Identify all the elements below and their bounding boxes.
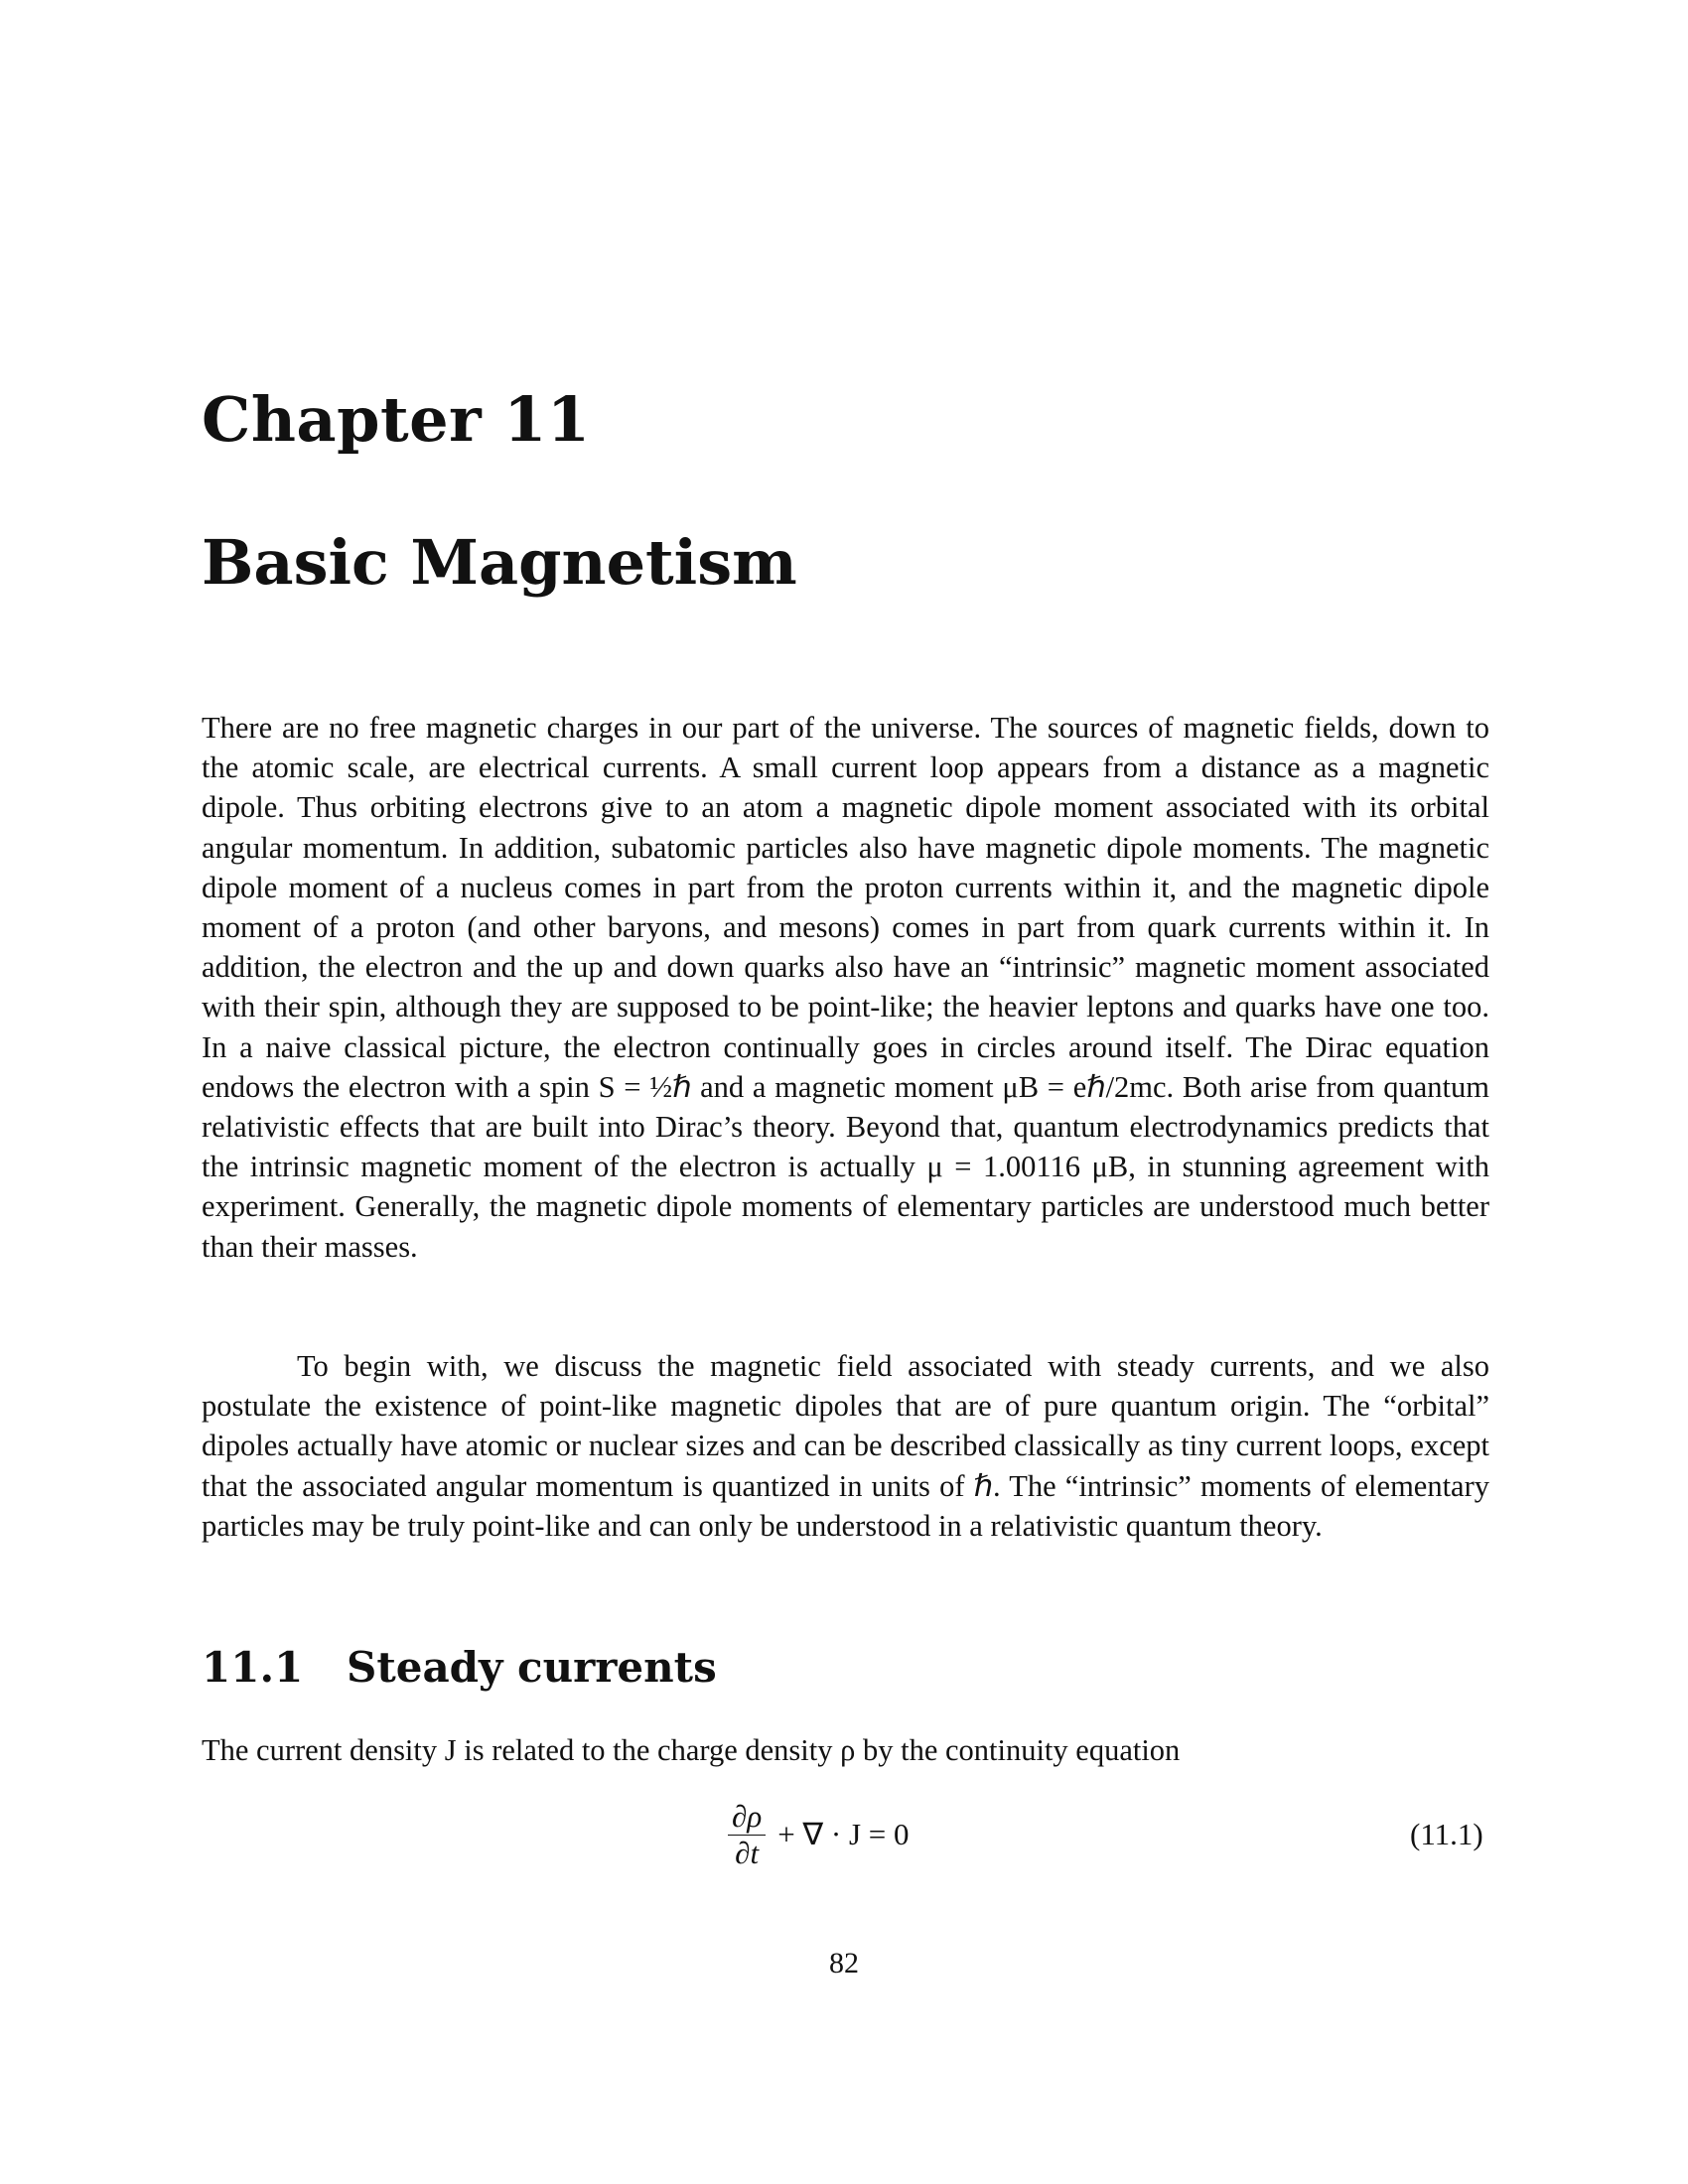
chapter-label: Chapter 11 [202, 383, 591, 456]
equation-rest: + ∇ · J = 0 [777, 1817, 910, 1851]
intro-paragraph-2: To begin with, we discuss the magnetic field associated with steady currents, and we also postulate the existence of point-like magnetic dipoles that are of pure quantum origin. The “orbital” dipoles actually have atomic or nuclear sizes and can be described classically as tiny current loops, except that the associated angular momentum is quantized in units of ℏ. The “intrinsic” moments of elementary particles may be truly point-like and can only be understood in a relativistic quantum theory. [202, 1349, 1489, 1543]
equation-number: (11.1) [1410, 1817, 1483, 1851]
section-paragraph: The current density J is related to the charge density ρ by the continuity equation [202, 1733, 1181, 1767]
equation-numerator: ∂ρ [728, 1799, 766, 1836]
continuity-equation [728, 1795, 910, 1874]
section-heading [202, 1643, 717, 1692]
chapter-title: Basic Magnetism [202, 526, 797, 599]
equation-fraction [728, 1799, 766, 1871]
section-number: 11.1 [202, 1643, 304, 1692]
equation-denominator: ∂t [735, 1835, 760, 1870]
page-number: 82 [829, 1947, 859, 1979]
intro-paragraph-1: There are no free magnetic charges in our part of the universe. The sources of magnetic fields, down to the atomic scale, are electrical currents. A small current loop appears from a distance as a magnetic dipole. Thus orbiting electrons give to an atom a magnetic dipole moment associated with its orbital angular momentum. In addition, subatomic particles also have magnetic dipole moments. The magnetic dipole moment of a nucleus comes in part from the proton currents within it, and the magnetic dipole moment of a proton (and other baryons, and mesons) comes in part from quark currents within it. In addition, the electron and the up and down quarks also have an “intrinsic” magnetic moment associated with their spin, although they are supposed to be point-like; the heavier leptons and quarks have one too. In a naive classical picture, the electron continually goes in circles around itself. The Dirac equation endows the electron with a spin S = ½ℏ and a magnetic moment μB = eℏ/2mc. Both arise from quantum relativistic effects that are built into Dirac’s theory. Beyond that, quantum electrodynamics predicts that the intrinsic magnetic moment of the electron is actually μ = 1.00116 μB, in stunning agreement with experiment. Generally, the magnetic dipole moments of elementary particles are understood much better than their masses. [202, 711, 1489, 1264]
section-title: Steady currents [347, 1643, 717, 1692]
